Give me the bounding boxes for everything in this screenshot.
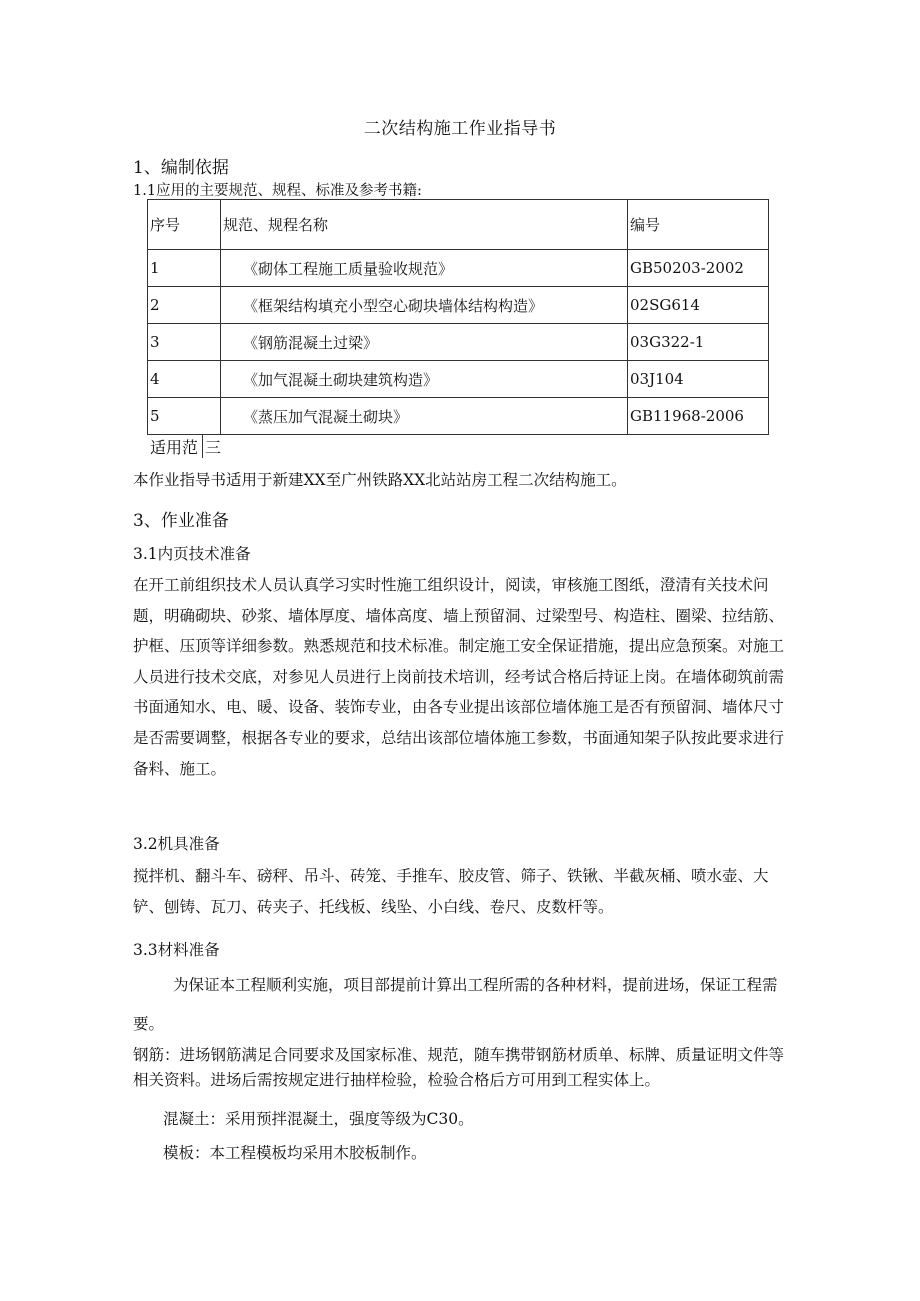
table-row xyxy=(148,287,769,324)
section-1-1-heading: 1.1应用的主要规范、规程、标准及参考书籍: xyxy=(133,183,422,199)
steel-text: 钢筋：进场钢筋满足合同要求及国家标准、规范，随车携带钢筋材质单、标牌、质量证明文件等相关资料。进场后需按规定进行抽样检验，检验合格后方可用到工程实体上。 xyxy=(133,1046,785,1089)
row-code: GB50203-2002 xyxy=(628,250,769,287)
section-1-heading: 1、编制依据 xyxy=(133,158,229,178)
table-row xyxy=(148,250,769,287)
section-2-heading-number: 三 xyxy=(202,435,221,458)
row-name: 《框架结构填充小型空心砌块墙体结构构造》 xyxy=(221,287,628,324)
header-name: 规范、规程名称 xyxy=(221,200,628,250)
section-3-1-heading: 3.1内页技术准备 xyxy=(133,545,251,563)
row-name: 《加气混凝土砌块建筑构造》 xyxy=(221,361,628,398)
section-3-heading: 3、作业准备 xyxy=(133,511,229,531)
row-name: 《钢筋混凝土过梁》 xyxy=(221,324,628,361)
table-header-row xyxy=(148,200,769,250)
row-index: 2 xyxy=(148,287,221,324)
row-code: 02SG614 xyxy=(628,287,769,324)
row-code: 03G322-1 xyxy=(628,324,769,361)
header-index: 序号 xyxy=(148,200,221,250)
row-code: 03J104 xyxy=(628,361,769,398)
row-index: 4 xyxy=(148,361,221,398)
section-3-3-heading: 3.3材料准备 xyxy=(133,941,220,959)
header-code: 编号 xyxy=(628,200,769,250)
concrete-text: 混凝土：采用预拌混凝土，强度等级为C30。 xyxy=(163,1110,474,1128)
row-code: GB11968-2006 xyxy=(628,398,769,435)
document-title: 二次结构施工作业指导书 xyxy=(363,119,557,139)
section-3-1-text: 在开工前组织技术人员认真学习实时性施工组织设计，阅读，审核施工图纸，澄清有关技术问题，明确砌块、砂浆、墙体厚度、墙体高度、墙上预留洞、过梁型号、构造柱、圈梁、拉结筋、护框、压顶等详细参数。熟悉规范和技术标准。制定施工安全保证措施，提出应急预案。对施工人员进行技术交底，对参见人员进行上岗前技术培训，经考试合格后持证上岗。在墙体砌筑前需书面通知水、电、暖、设备、装饰专业，由各专业提出该部位墙体施工是否有预留洞、墙体尺寸是否需要调整，根据各专业的要求，总结出该部位墙体施工参数，书面通知架子队按此要求进行备料、施工。 xyxy=(133,576,785,778)
table-row xyxy=(148,324,769,361)
section-2-heading xyxy=(150,435,221,458)
row-name: 《蒸压加气混凝土砌块》 xyxy=(221,398,628,435)
section-3-2-heading: 3.2机具准备 xyxy=(133,835,220,853)
row-index: 5 xyxy=(148,398,221,435)
row-index: 1 xyxy=(148,250,221,287)
section-2-heading-text: 适用范 xyxy=(150,438,199,457)
table-row xyxy=(148,361,769,398)
section-3-3-text: 为保证本工程顺利实施，项目部提前计算出工程所需的各种材料，提前进场，保证工程需要。 xyxy=(133,976,778,1033)
formwork-text: 模板：本工程模板均采用木胶板制作。 xyxy=(163,1144,427,1162)
section-2-text: 本作业指导书适用于新建XX至广州铁路XX北站站房工程二次结构施工。 xyxy=(133,471,627,489)
row-index: 3 xyxy=(148,324,221,361)
table-row xyxy=(148,398,769,435)
row-name: 《砌体工程施工质量验收规范》 xyxy=(221,250,628,287)
standards-table xyxy=(147,199,769,435)
section-3-2-text: 搅拌机、翻斗车、磅秤、吊斗、砖笼、手推车、胶皮管、筛子、铁锹、半截灰桶、喷水壶、大铲、刨铸、瓦刀、砖夹子、托线板、线坠、小白线、卷尺、皮数杆等。 xyxy=(133,867,769,916)
